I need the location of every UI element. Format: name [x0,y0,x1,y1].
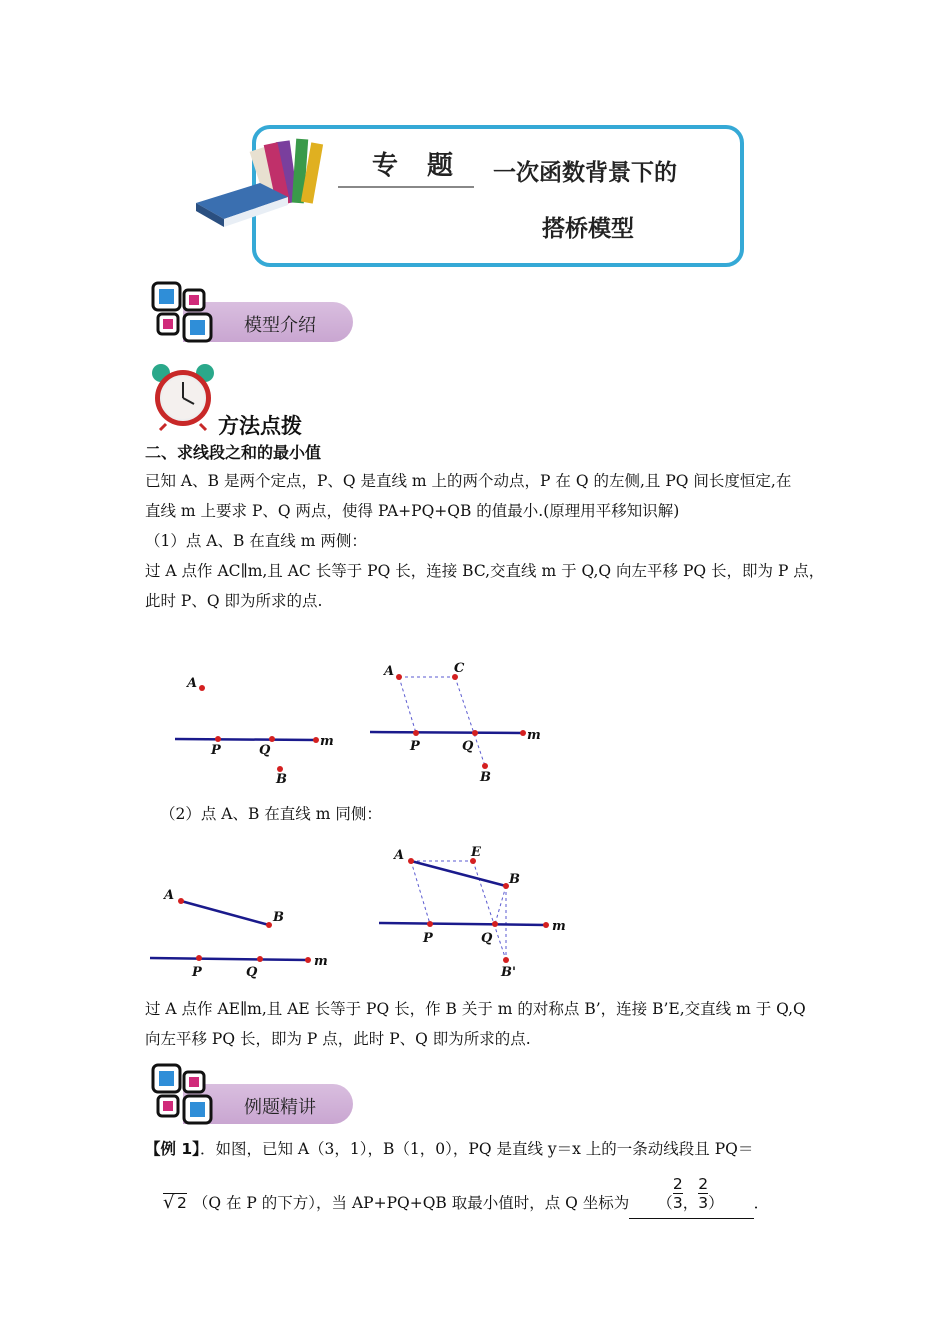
segment-AB [181,901,269,925]
case1-line-1: 过 A 点作 AC∥m,且 AC 长等于 PQ 长，连接 BC,交直线 m 于 Q,Q 向左平移 PQ 长，即为 P 点， [145,562,825,580]
label-B: B [480,770,491,785]
label-P: P [192,965,202,980]
line-m [175,739,316,740]
label-Q: Q [259,743,271,758]
label-A: A [394,848,405,863]
label-P: P [410,739,420,754]
banner-divider [338,186,474,188]
label-B-prime: B' [501,965,516,980]
point-A [199,685,205,691]
point-Q [257,956,263,962]
banner-title: 专 题 [372,151,464,181]
answer-open: （ [657,1194,673,1212]
section-model-intro-label: 模型介绍 [244,315,316,336]
point-m-end [543,922,549,928]
case2-line-2: 向左平移 PQ 长，即为 P 点，此时 P、Q 即为所求的点. [145,1030,531,1048]
label-A: A [384,664,395,679]
point-Q [492,921,498,927]
frac2-den: 3 [698,1193,709,1212]
label-m: m [527,728,541,743]
point-P [196,955,202,961]
line-m [379,923,546,925]
fraction-1 [673,1175,683,1212]
example-line-2 [163,1174,770,1219]
case2-title: （2）点 A、B 在直线 m 同侧： [160,805,382,823]
point-m-end [313,737,319,743]
figure-1b [360,655,560,790]
label-C: C [454,661,465,676]
case2-paragraph [145,994,825,1054]
squares-logo-icon [150,1062,214,1126]
figure-2b [370,838,580,988]
point-B [266,922,272,928]
frac2-num: 2 [698,1174,709,1193]
sqrt-value: 2 [177,1194,187,1212]
line-m [370,732,523,733]
example-end: ． [753,1194,770,1212]
case1-title: （1）点 A、B 在直线 m 两侧： [145,532,367,550]
label-P: P [211,743,221,758]
label-B: B [276,772,287,787]
answer-blank[interactable] [629,1174,753,1219]
banner-subtitle-line1: 一次函数背景下的 [493,159,677,186]
point-Q [472,730,478,736]
example-text-2: （Q 在 P 的下方），当 AP+PQ+QB 取最小值时，点 Q 坐标为 [192,1194,630,1212]
point-P [413,730,419,736]
label-A: A [187,676,198,691]
dash-AP [399,677,416,733]
alarm-clock-icon [148,360,218,432]
figure-1a [160,660,350,790]
segment-AB [411,861,506,886]
point-B-prime [503,957,509,963]
dash-AP [411,861,430,924]
frac1-den: 3 [672,1193,683,1212]
point-Q [269,736,275,742]
answer-comma: ， [682,1194,699,1212]
point-A [178,898,184,904]
label-m: m [314,954,328,969]
point-m-end [520,730,526,736]
dash-BQ [495,886,506,924]
label-A: A [164,888,175,903]
section-heading: 二、求线段之和的最小值 [145,443,322,462]
point-P [215,736,221,742]
label-B: B [509,872,520,887]
section-examples-label: 例题精讲 [244,1097,316,1118]
squares-logo-icon [150,280,214,344]
line-m [150,958,308,960]
banner-subtitle-line2: 搭桥模型 [542,215,634,242]
label-m: m [552,919,566,934]
answer-close: ） [708,1194,724,1212]
method-heading: 方法点拨 [218,414,302,438]
sqrt-radical [163,1193,187,1212]
fraction-2 [698,1175,708,1212]
example-text-1: ．如图，已知 A（3，1），B（1，0），PQ 是直线 y＝x 上的一条动线段且 PQ＝ [199,1140,754,1158]
label-Q: Q [462,739,474,754]
intro-paragraph [145,466,825,616]
label-Q: Q [481,931,493,946]
label-B: B [273,910,284,925]
intro-line-2: 直线 m 上要求 P、Q 两点，使得 PA+PQ+QB 的值最小.(原理用平移知识解) [145,502,680,520]
example-tag: 【例 1】 [145,1140,200,1158]
sqrt-sign-icon: √ [163,1192,175,1213]
label-m: m [320,734,334,749]
example-line-1 [145,1134,753,1164]
point-P [427,921,433,927]
books-icon [188,135,338,230]
label-Q: Q [246,965,258,980]
figure-2a [140,880,340,985]
label-E: E [471,845,481,860]
point-A [396,674,402,680]
point-B [482,763,488,769]
frac1-num: 2 [672,1174,683,1193]
label-P: P [423,931,433,946]
case2-line-1: 过 A 点作 AE∥m,且 AE 长等于 PQ 长，作 B 关于 m 的对称点 B’，连接 B’E,交直线 m 于 Q,Q [145,1000,806,1018]
point-m-end [305,957,311,963]
point-A [408,858,414,864]
intro-line-1: 已知 A、B 是两个定点，P、Q 是直线 m 上的两个动点，P 在 Q 的左侧,且 PQ 间长度恒定,在 [145,472,792,490]
case1-line-2: 此时 P、Q 即为所求的点. [145,592,323,610]
